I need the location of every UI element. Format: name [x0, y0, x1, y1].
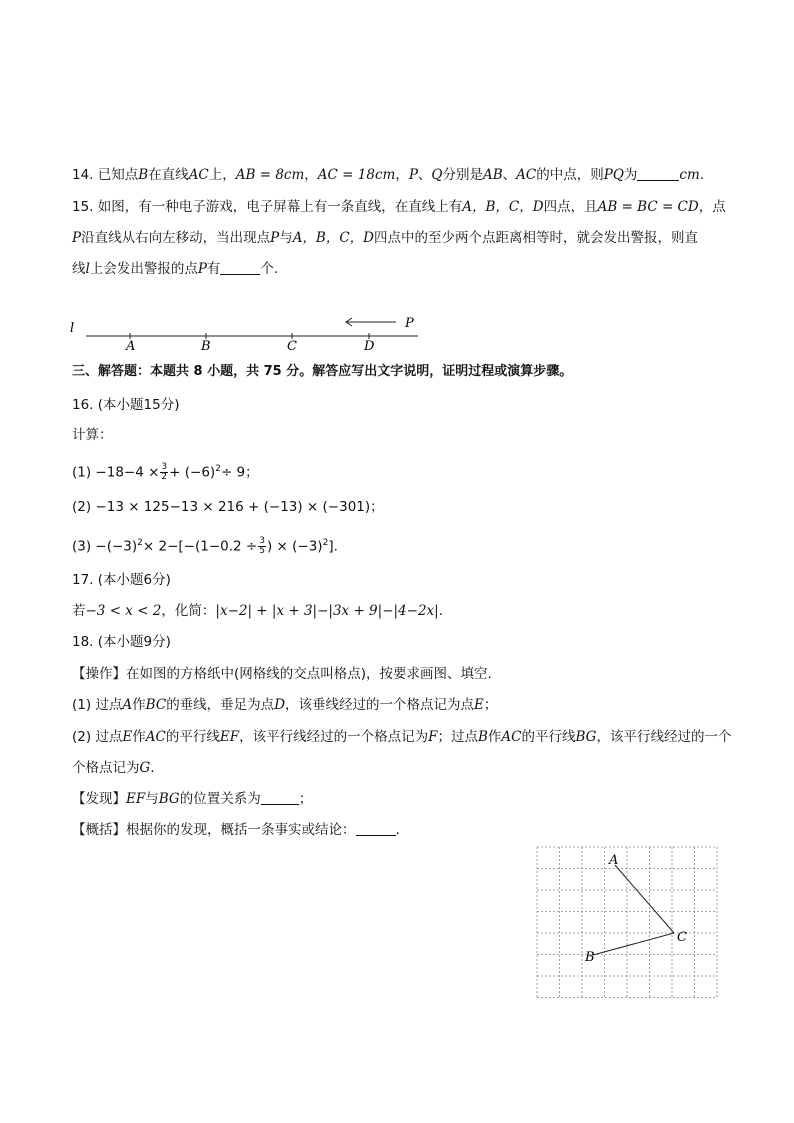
q18-step-1: (1) 过点A作BC的垂线，垂足为点D，该垂线经过的一个格点记为点E；: [72, 697, 498, 713]
q18-step-2: (2) 过点E作AC的平行线EF，该平行线经过的一个格点记为F；过点B作AC的平行线BG，该平行线经过的一个: [72, 729, 732, 745]
q16-header: 16. (本小题15分): [72, 397, 180, 413]
point-label-A: A: [126, 339, 136, 354]
q18-header: 18. (本小题9分): [72, 634, 171, 650]
q16-part-2: (2) −13 × 125−13 × 216 + (−13) × (−301)；: [72, 499, 384, 515]
q15-line-2: P沿直线从右向左移动，当出现点P与A，B，C，D四点中的至少两个点距离相等时，就会发出警报，则直: [72, 230, 699, 246]
point-label-D: D: [364, 339, 375, 354]
q18-step-2-cont: 个格点记为G.: [72, 760, 155, 776]
segment-BC: [593, 933, 674, 955]
q18-summary: 【概括】根据你的发现，概括一条事实或结论： .: [72, 822, 400, 838]
q16-part-1: (1) −18−4 × $\frac{3}{2}$ + $(-6)^2\div 9$；: [72, 462, 259, 482]
answer-blank[interactable]: [637, 166, 679, 181]
answer-blank[interactable]: [220, 260, 260, 275]
point-label-C: C: [287, 339, 297, 354]
q18-operation: 【操作】在如图的方格纸中(网格线的交点叫格点)，按要求画图、填空.: [72, 666, 492, 682]
section-header: 三、解答题：本题共 8 小题，共 75 分。解答应写出文字说明，证明过程或演算步骤。: [72, 364, 573, 379]
grid-label-B: B: [585, 950, 595, 965]
q15-line-1: 15. 如图，有一种电子游戏，电子屏幕上有一条直线，在直线上有A，B，C，D四点，且AB = BC = CD，点: [72, 199, 726, 215]
q17-line: 若−3 < x < 2，化简：|x−2| + |x + 3|−|3x + 9|−|4−2x|.: [72, 603, 444, 619]
grid-lines: [537, 847, 717, 998]
segment-AC: [615, 865, 674, 933]
q17-header: 17. (本小题6分): [72, 572, 171, 588]
q15-line-3: 线l上会发出警报的点P有 个.: [72, 261, 279, 277]
answer-blank[interactable]: [261, 790, 299, 805]
grid-figure: [534, 844, 724, 1000]
q18-discovery: 【发现】EF与BG的位置关系为 ；: [72, 791, 313, 807]
q16-intro: 计算：: [72, 427, 113, 443]
point-label-P: P: [405, 316, 414, 331]
grid-label-C: C: [677, 930, 687, 945]
point-label-B: B: [201, 339, 211, 354]
number-line-figure: [66, 310, 426, 356]
q14-line: 14. 已知点B在直线AC上，AB = 8cm，AC = 18cm，P、Q分别是AB、AC的中点，则PQ为 cm.: [72, 167, 705, 183]
q16-part-3: $(3) -(-3)^2\times 2-[-(1-0.2$ ÷ $\frac{3}{5}$ ) × $(-3)^2$].: [72, 536, 338, 556]
line-label-l: l: [70, 321, 75, 336]
answer-blank[interactable]: [356, 821, 396, 836]
grid-label-A: A: [609, 853, 619, 868]
